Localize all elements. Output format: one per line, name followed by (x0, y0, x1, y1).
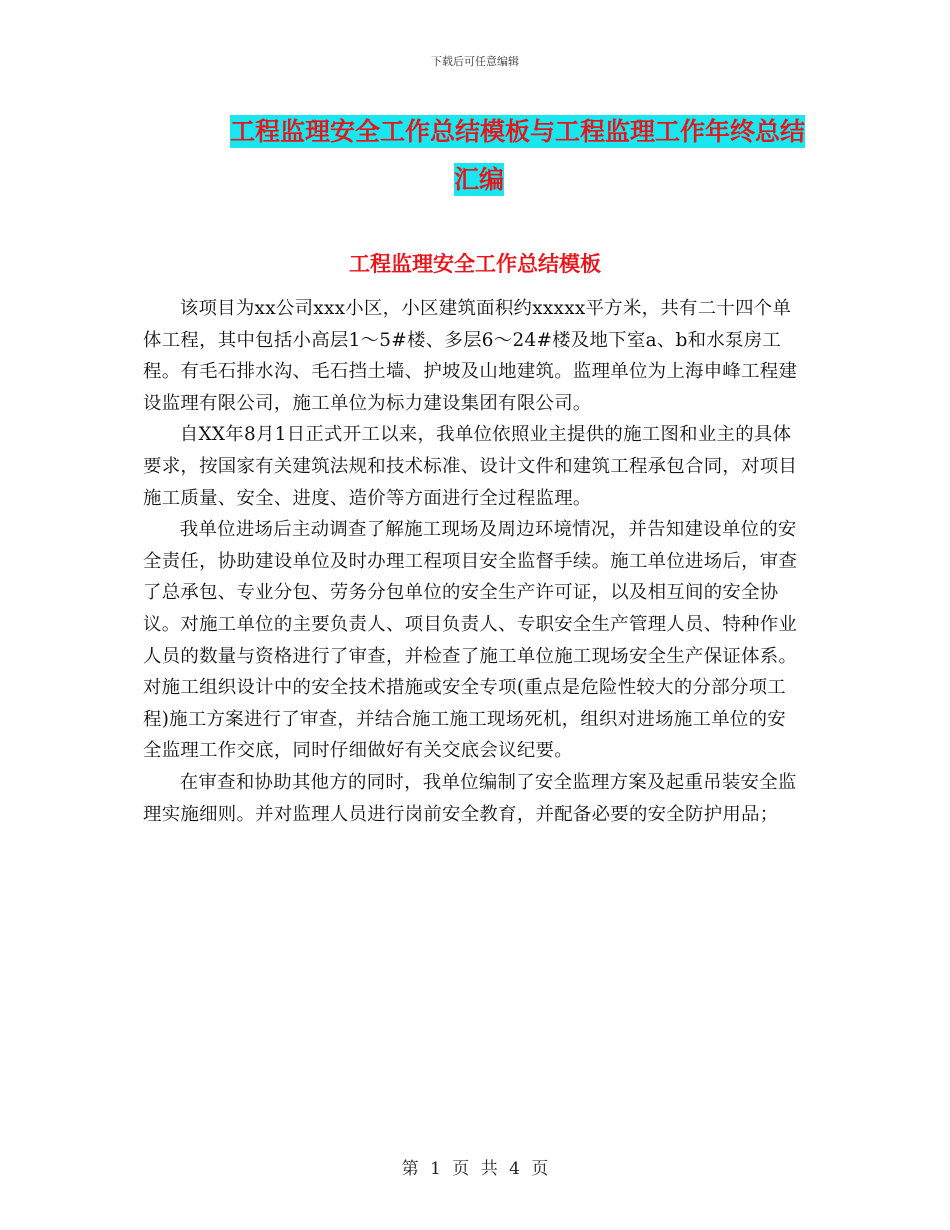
body-text (143, 293, 803, 830)
document-title-line-1: 工程监理安全工作总结模板与工程监理工作年终总结 (229, 117, 805, 146)
page-header: 下载后可任意编辑 (431, 55, 519, 68)
paragraph: 在审查和协助其他方的同时，我单位编制了安全监理方案及起重吊装安全监理实施细则。并对监理人员进行岗前安全教育，并配备必要的安全防护用品； (143, 771, 797, 825)
paragraph: 自XX年8月1日正式开工以来，我单位依照业主提供的施工图和业主的具体要求，按国家有关建筑法规和技术标准、设计文件和建筑工程承包合同，对项目施工质量、安全、进度、造价等方面进行全过程监理。 (143, 424, 798, 509)
document-title (140, 108, 810, 204)
section-title: 工程监理安全工作总结模板 (349, 252, 601, 276)
paragraph: 我单位进场后主动调查了解施工现场及周边环境情况，并告知建设单位的安全责任，协助建设单位及时办理工程项目安全监督手续。施工单位进场后，审查了总承包、专业分包、劳务分包单位的安全生产许可证，以及相互间的安全协议。对施工单位的主要负责人、项目负责人、专职安全生产管理人员、特种作业人员的数量与资格进行了审查，并检查了施工单位施工现场安全生产保证体系。对施工组织设计中的安全技术措施或安全专项(重点是危险性较大的分部分项工程)施工方案进行了审查，并结合施工施工现场死机，组织对进场施工单位的安全监理工作交底，同时仔细做好有关交底会议纪要。 (143, 519, 798, 762)
page-footer: 第 1 页 共 4 页 (401, 1159, 549, 1179)
document-title-line-2: 汇编 (453, 165, 504, 194)
paragraph: 该项目为xx公司xxx小区，小区建筑面积约xxxxx平方米，共有二十四个单体工程，其中包括小高层1～5#楼、多层6～24#楼及地下室a、b和水泵房工程。有毛石排水沟、毛石挡土墙、护坡及山地建筑。监理单位为上海申峰工程建设监理有限公司，施工单位为标力建设集团有限公司。 (143, 298, 798, 414)
